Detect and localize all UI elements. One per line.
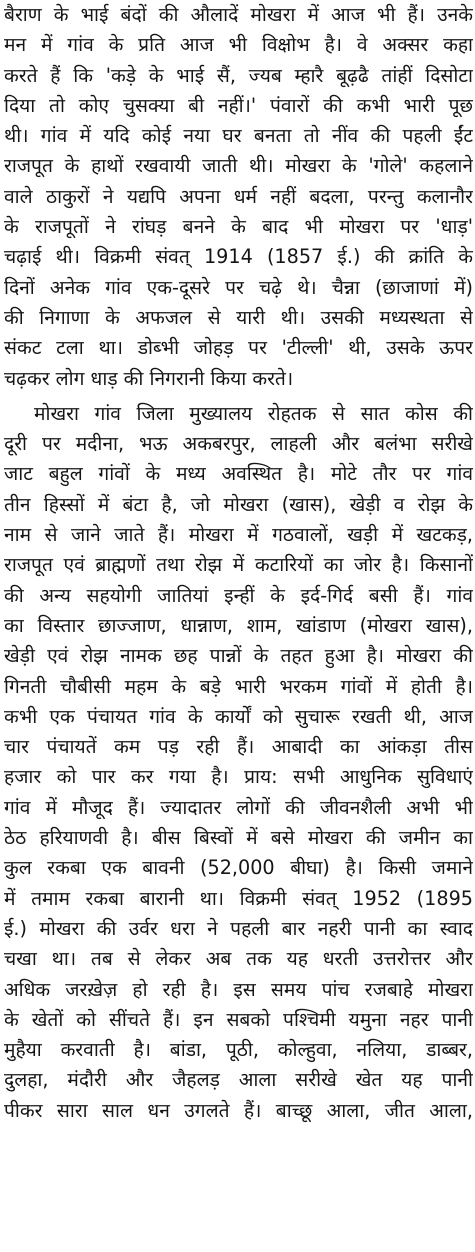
text-line: खेड़ी एवं रोझ नामक छह पान्नों के तहत हुआ है। मोखरा की bbox=[4, 644, 473, 668]
text-line: जाट बहुल गांवों के मध्य अवस्थित है। मोटे तौर पर गांव bbox=[4, 462, 473, 486]
text-line: ई.) मोखरा की उर्वर धरा ने पहली बार नहरी पानी का स्वाद bbox=[4, 916, 473, 940]
text-line: में तमाम रकबा बारानी था। विक्रमी संवत् 1952 (1895 bbox=[4, 886, 473, 910]
text-line: बैराण के भाई बंदों की औलादें मोखरा में आज भी हैं। उनके bbox=[4, 3, 473, 26]
text-line: के खेतों को सींचते हैं। इन सबको पश्चिमी यमुना नहर पानी bbox=[4, 1007, 473, 1031]
text-line: मन में गांव के प्रति आज भी विक्षोभ है। वे अक्सर कहा bbox=[4, 33, 473, 57]
text-line: तीन हिस्सों में बंटा है, जो मोखरा (खास), खेड़ी व रोझ के bbox=[4, 492, 473, 516]
text-line: का विस्तार छाज्जाण, धान्नाण, शाम, खांडाण (मोखरा खास), bbox=[4, 613, 473, 637]
text-line: की अन्य सहयोगी जातियां इन्हीं के इर्द-गिर्द बसी हैं। गांव bbox=[4, 583, 473, 607]
text-line: पीकर सारा साल धन उगलते हैं। बाच्छू आला, जीत आला, bbox=[4, 1098, 473, 1122]
text-line: राजपूत के हाथों रखवायी जाती थी। मोखरा के 'गोले' कहलाने bbox=[4, 154, 473, 178]
text-line: चार पंचायतें कम पड़ रही हैं। आबादी का आंकड़ा तीस bbox=[4, 735, 473, 759]
text-line: हजार को पार कर गया है। प्राय: सभी आधुनिक सुविधाएं bbox=[4, 765, 473, 789]
text-line: मोखरा गांव जिला मुख्यालय रोहतक से सात कोस की bbox=[34, 401, 473, 425]
paragraph-2 bbox=[4, 399, 473, 1126]
text-line: संकट टला था। डोब्भी जोहड़ पर 'टील्ली' थी, उसके ऊपर bbox=[4, 336, 473, 360]
text-line: नाम से जाने जाते हैं। मोखरा में गठवालों, खड़ी में खटकड़, bbox=[4, 523, 473, 547]
text-line: दुलहा, मंदौरी और जैहलड़ आला सरीखे खेत यह पानी bbox=[4, 1068, 473, 1092]
text-line: ठेठ हरियाणवी है। बीस बिस्वों में बसे मोखरा की जमीन का bbox=[4, 826, 473, 850]
text-line: कभी एक पंचायत गांव के कार्यों को सुचारू रखती थी, आज bbox=[4, 704, 473, 728]
text-line: दूरी पर मदीना, भऊ अकबरपुर, लाहली और बलंभा सरीखे bbox=[4, 432, 473, 456]
text-line: मुहैया करवाती है। बांडा, पूठी, कोल्हुवा, नलिया, डाब्बर, bbox=[4, 1038, 473, 1062]
text-line: के राजपूतों ने रांघड़ बनने के बाद भी मोखरा पर 'धाड़' bbox=[4, 215, 473, 239]
paragraph-1 bbox=[4, 0, 473, 394]
text-line: गांव में मौजूद हैं। ज्यादातर लोगों की जीवनशैली अभी भी bbox=[4, 795, 473, 819]
text-line: दिनों अनेक गांव एक-दूसरे पर चढ़े थे। चैन्ना (छाजाणां में) bbox=[4, 275, 473, 299]
text-line: गिनती चौबीसी महम के बड़े भारी भरकम गांवों में होती है। bbox=[4, 674, 473, 698]
text-line: वाले ठाकुरों ने यद्यपि अपना धर्म नहीं बदला, परन्तु कलानौर bbox=[4, 184, 473, 208]
text-line: थी। गांव में यदि कोई नया घर बनता तो नींव की पहली ईंट bbox=[4, 124, 473, 148]
text-line: चखा था। तब से लेकर अब तक यह धरती उत्तरोत्तर और bbox=[4, 947, 473, 971]
text-line: करते हैं कि 'कड़े के भाई सैं, ज्यब म्हारै बूढ़ढै तांहीं दिसोटा bbox=[4, 63, 473, 87]
text-line: चढ़कर लोग धाड़ की निगरानी किया करते। bbox=[4, 366, 294, 390]
text-line: की निगाणा के अफजल से यारी थी। उसकी मध्यस्थता से bbox=[4, 305, 473, 329]
text-line: अधिक जरख़ेज़ हो रही है। इस समय पांच रजबाहे मोखरा bbox=[4, 977, 473, 1001]
text-line: कुल रकबा एक बावनी (52,000 बीघा) है। किसी जमाने bbox=[4, 856, 473, 880]
text-line: दिया तो कोए चुसक्या बी नहीं।' पंवारों की कभी भारी पूछ bbox=[4, 93, 473, 117]
text-line: राजपूत एवं ब्राह्मणों तथा रोझ में कटारियों का जोर है। किसानों bbox=[4, 553, 473, 577]
text-line: चढ़ाई थी। विक्रमी संवत् 1914 (1857 ई.) की क्रांति के bbox=[4, 245, 473, 269]
